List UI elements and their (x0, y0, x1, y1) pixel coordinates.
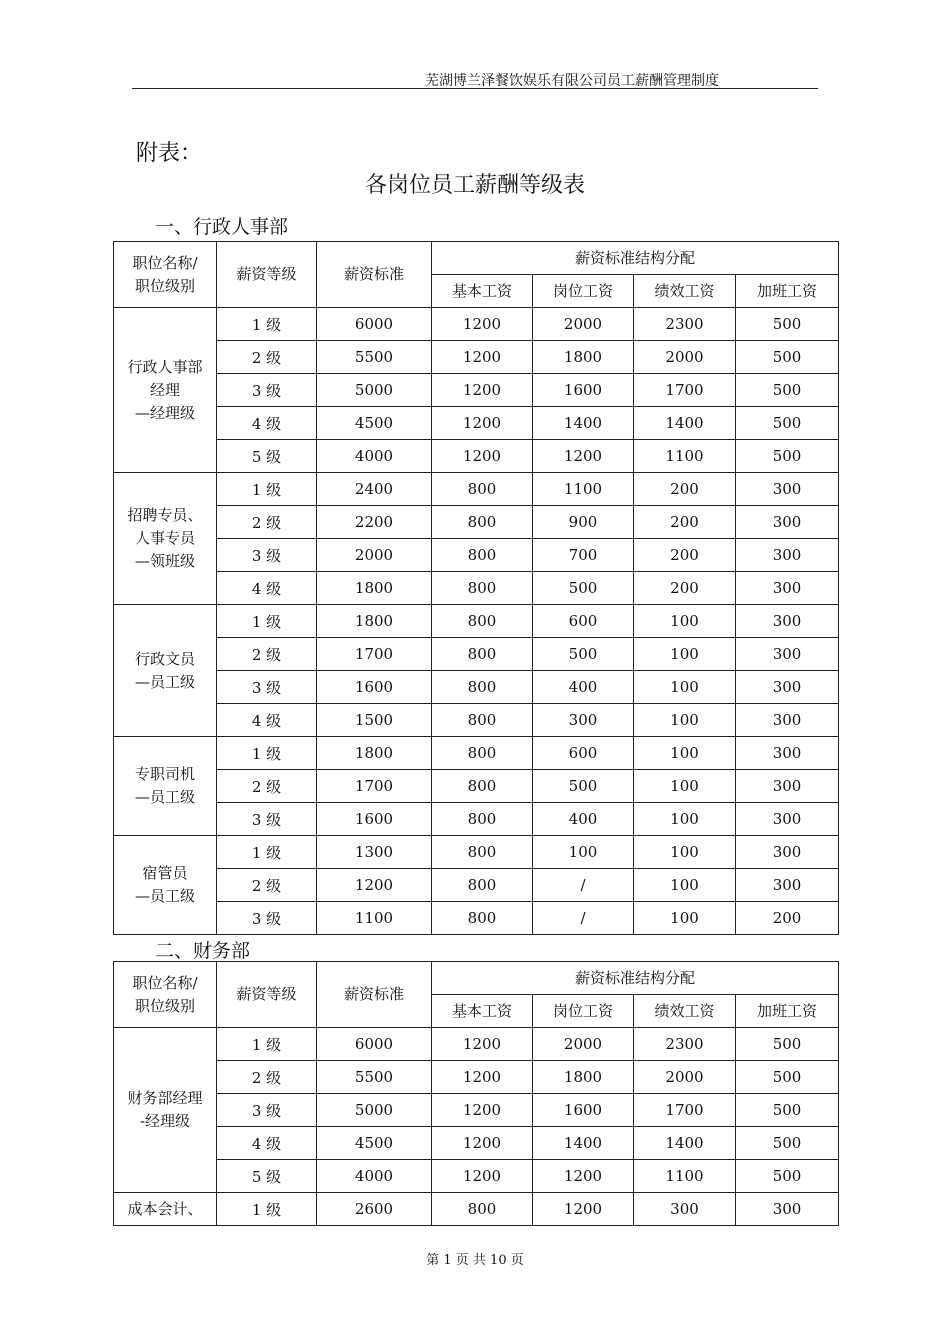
post-salary-cell: 1200 (533, 1160, 634, 1193)
performance-salary-cell: 2000 (634, 1061, 736, 1094)
performance-salary-cell: 2300 (634, 1028, 736, 1061)
position-cell (114, 308, 217, 473)
header-post: 岗位工资 (533, 995, 634, 1028)
header-standard: 薪资标准 (317, 962, 432, 1028)
position-cell (114, 1193, 217, 1226)
section-title-admin-hr: 一、行政人事部 (155, 216, 289, 238)
base-salary-cell: 800 (432, 605, 533, 638)
post-salary-cell: 1600 (533, 1094, 634, 1127)
position-cell (114, 473, 217, 605)
grade-cell: 3 级 (217, 803, 317, 836)
position-line: 专职司机 (134, 765, 195, 783)
base-salary-cell: 800 (432, 737, 533, 770)
table-row (114, 1160, 839, 1193)
post-salary-cell: 900 (533, 506, 634, 539)
base-salary-cell: 1200 (432, 407, 533, 440)
position-line: —员工级 (134, 788, 195, 806)
post-salary-cell: 400 (533, 671, 634, 704)
table-row (114, 770, 839, 803)
base-salary-cell: 800 (432, 836, 533, 869)
post-salary-cell: 1400 (533, 1127, 634, 1160)
table-row (114, 1094, 839, 1127)
position-line: 行政人事部 (127, 357, 203, 376)
base-salary-cell: 800 (432, 869, 533, 902)
overtime-salary-cell: 300 (736, 638, 839, 671)
position-cell (114, 737, 217, 836)
performance-salary-cell: 1100 (634, 1160, 736, 1193)
grade-cell: 2 级 (217, 638, 317, 671)
header-position (114, 242, 217, 308)
grade-cell: 1 级 (217, 737, 317, 770)
grade-cell: 5 级 (217, 1160, 317, 1193)
grade-cell: 2 级 (217, 341, 317, 374)
salary-table-admin-hr (113, 241, 839, 935)
page-footer: 第 1 页 共 10 页 (426, 1253, 524, 1268)
standard-cell: 5000 (317, 374, 432, 407)
overtime-salary-cell: 300 (736, 704, 839, 737)
grade-cell: 3 级 (217, 374, 317, 407)
performance-salary-cell: 300 (634, 1193, 736, 1226)
base-salary-cell: 800 (432, 704, 533, 737)
base-salary-cell: 1200 (432, 1028, 533, 1061)
standard-cell: 4000 (317, 440, 432, 473)
post-salary-cell: 1200 (533, 1193, 634, 1226)
post-salary-cell: 1400 (533, 407, 634, 440)
base-salary-cell: 800 (432, 1193, 533, 1226)
performance-salary-cell: 100 (634, 638, 736, 671)
table-row (114, 737, 839, 770)
performance-salary-cell: 1700 (634, 374, 736, 407)
overtime-salary-cell: 200 (736, 902, 839, 935)
base-salary-cell: 800 (432, 902, 533, 935)
header-standard: 薪资标准 (317, 242, 432, 308)
header-row (114, 242, 839, 275)
post-salary-cell: 2000 (533, 308, 634, 341)
overtime-salary-cell: 500 (736, 440, 839, 473)
position-line: —员工级 (134, 672, 195, 691)
performance-salary-cell: 100 (634, 836, 736, 869)
grade-cell: 1 级 (217, 836, 317, 869)
standard-cell: 5500 (317, 341, 432, 374)
overtime-salary-cell: 500 (736, 1061, 839, 1094)
grade-cell: 4 级 (217, 1127, 317, 1160)
standard-cell: 1800 (317, 605, 432, 638)
base-salary-cell: 800 (432, 506, 533, 539)
grade-cell: 4 级 (217, 407, 317, 440)
position-cell (114, 836, 217, 935)
table-row (114, 803, 839, 836)
grade-cell: 2 级 (217, 869, 317, 902)
table-row (114, 671, 839, 704)
performance-salary-cell: 100 (634, 605, 736, 638)
page-title: 各岗位员工薪酬等级表 (364, 173, 585, 198)
performance-salary-cell: 1700 (634, 1094, 736, 1127)
table-row (114, 1193, 839, 1226)
standard-cell: 1600 (317, 671, 432, 704)
overtime-salary-cell: 300 (736, 671, 839, 704)
base-salary-cell: 1200 (432, 341, 533, 374)
header-position-line: 职位名称/ (132, 973, 198, 992)
overtime-salary-cell: 300 (736, 473, 839, 506)
position-line: 成本会计、 (127, 1199, 203, 1218)
header-base: 基本工资 (432, 275, 533, 308)
header-performance: 绩效工资 (634, 275, 736, 308)
base-salary-cell: 800 (432, 572, 533, 605)
section-title-finance: 二、财务部 (155, 940, 251, 962)
standard-cell: 2600 (317, 1193, 432, 1226)
position-line: -经理级 (139, 1112, 191, 1130)
overtime-salary-cell: 500 (736, 374, 839, 407)
table-row (114, 704, 839, 737)
post-salary-cell: 1600 (533, 374, 634, 407)
position-line: —领班级 (134, 552, 195, 570)
performance-salary-cell: 200 (634, 539, 736, 572)
overtime-salary-cell: 300 (736, 605, 839, 638)
table-row (114, 1028, 839, 1061)
overtime-salary-cell: 300 (736, 737, 839, 770)
post-salary-cell: 1800 (533, 341, 634, 374)
performance-salary-cell: 200 (634, 506, 736, 539)
position-line: 财务部经理 (127, 1089, 203, 1107)
overtime-salary-cell: 500 (736, 1094, 839, 1127)
performance-salary-cell: 100 (634, 803, 736, 836)
position-line: 行政文员 (134, 649, 195, 668)
position-line: —经理级 (134, 403, 195, 422)
standard-cell: 1600 (317, 803, 432, 836)
header-position-line: 职位级别 (134, 276, 195, 295)
overtime-salary-cell: 300 (736, 572, 839, 605)
header-overtime: 加班工资 (736, 995, 839, 1028)
base-salary-cell: 800 (432, 539, 533, 572)
post-salary-cell: / (533, 869, 634, 902)
header-post: 岗位工资 (533, 275, 634, 308)
standard-cell: 4500 (317, 407, 432, 440)
overtime-salary-cell: 300 (736, 539, 839, 572)
grade-cell: 1 级 (217, 473, 317, 506)
table-row (114, 836, 839, 869)
header-structure: 薪资标准结构分配 (432, 242, 839, 275)
post-salary-cell: 500 (533, 770, 634, 803)
table-row (114, 902, 839, 935)
standard-cell: 4000 (317, 1160, 432, 1193)
overtime-salary-cell: 300 (736, 836, 839, 869)
standard-cell: 5000 (317, 1094, 432, 1127)
position-cell (114, 1028, 217, 1193)
performance-salary-cell: 100 (634, 770, 736, 803)
header-row (114, 962, 839, 995)
base-salary-cell: 1200 (432, 374, 533, 407)
post-salary-cell: 300 (533, 704, 634, 737)
appendix-label: 附表： (136, 141, 203, 166)
performance-salary-cell: 2300 (634, 308, 736, 341)
overtime-salary-cell: 300 (736, 770, 839, 803)
overtime-salary-cell: 300 (736, 506, 839, 539)
grade-cell: 3 级 (217, 539, 317, 572)
post-salary-cell: 1200 (533, 440, 634, 473)
table-row (114, 1061, 839, 1094)
position-line: 招聘专员、 (127, 506, 203, 524)
grade-cell: 1 级 (217, 1028, 317, 1061)
table-row (114, 869, 839, 902)
overtime-salary-cell: 300 (736, 869, 839, 902)
position-line: 经理 (149, 380, 180, 399)
table-row (114, 473, 839, 506)
position-line: 宿管员 (142, 864, 188, 882)
performance-salary-cell: 200 (634, 572, 736, 605)
standard-cell: 1700 (317, 770, 432, 803)
grade-cell: 2 级 (217, 506, 317, 539)
post-salary-cell: 500 (533, 572, 634, 605)
performance-salary-cell: 100 (634, 902, 736, 935)
table-row (114, 506, 839, 539)
grade-cell: 4 级 (217, 704, 317, 737)
post-salary-cell: 500 (533, 638, 634, 671)
standard-cell: 4500 (317, 1127, 432, 1160)
standard-cell: 1500 (317, 704, 432, 737)
performance-salary-cell: 100 (634, 704, 736, 737)
grade-cell: 2 级 (217, 770, 317, 803)
table-row (114, 539, 839, 572)
header-grade: 薪资等级 (217, 962, 317, 1028)
overtime-salary-cell: 500 (736, 407, 839, 440)
base-salary-cell: 800 (432, 770, 533, 803)
standard-cell: 1800 (317, 737, 432, 770)
header-performance: 绩效工资 (634, 995, 736, 1028)
post-salary-cell: 100 (533, 836, 634, 869)
header-overtime: 加班工资 (736, 275, 839, 308)
performance-salary-cell: 200 (634, 473, 736, 506)
standard-cell: 1100 (317, 902, 432, 935)
grade-cell: 2 级 (217, 1061, 317, 1094)
post-salary-cell: 600 (533, 737, 634, 770)
header-position (114, 962, 217, 1028)
header-position-line: 职位级别 (134, 996, 195, 1015)
base-salary-cell: 800 (432, 473, 533, 506)
position-line: 人事专员 (134, 529, 195, 547)
overtime-salary-cell: 300 (736, 803, 839, 836)
table-row (114, 605, 839, 638)
overtime-salary-cell: 500 (736, 308, 839, 341)
table-row (114, 638, 839, 671)
position-line: —员工级 (134, 887, 195, 905)
header-rule (132, 88, 818, 89)
table-row (114, 1127, 839, 1160)
grade-cell: 1 级 (217, 605, 317, 638)
base-salary-cell: 1200 (432, 1061, 533, 1094)
overtime-salary-cell: 300 (736, 1193, 839, 1226)
table-row (114, 572, 839, 605)
header-base: 基本工资 (432, 995, 533, 1028)
post-salary-cell: 1100 (533, 473, 634, 506)
post-salary-cell: / (533, 902, 634, 935)
standard-cell: 5500 (317, 1061, 432, 1094)
post-salary-cell: 400 (533, 803, 634, 836)
post-salary-cell: 700 (533, 539, 634, 572)
header-structure: 薪资标准结构分配 (432, 962, 839, 995)
base-salary-cell: 1200 (432, 1094, 533, 1127)
performance-salary-cell: 1400 (634, 1127, 736, 1160)
grade-cell: 1 级 (217, 308, 317, 341)
grade-cell: 3 级 (217, 671, 317, 704)
grade-cell: 1 级 (217, 1193, 317, 1226)
overtime-salary-cell: 500 (736, 1028, 839, 1061)
performance-salary-cell: 100 (634, 737, 736, 770)
base-salary-cell: 800 (432, 638, 533, 671)
standard-cell: 1800 (317, 572, 432, 605)
standard-cell: 1200 (317, 869, 432, 902)
table-row (114, 308, 839, 341)
table-row (114, 440, 839, 473)
performance-salary-cell: 100 (634, 869, 736, 902)
salary-table-finance (113, 961, 839, 1226)
standard-cell: 1700 (317, 638, 432, 671)
standard-cell: 2400 (317, 473, 432, 506)
header-grade: 薪资等级 (217, 242, 317, 308)
overtime-salary-cell: 500 (736, 1127, 839, 1160)
base-salary-cell: 1200 (432, 308, 533, 341)
document-header-title: 芜湖博兰泽餐饮娱乐有限公司员工薪酬管理制度 (425, 73, 719, 89)
standard-cell: 6000 (317, 1028, 432, 1061)
post-salary-cell: 1800 (533, 1061, 634, 1094)
position-cell (114, 605, 217, 737)
standard-cell: 2000 (317, 539, 432, 572)
performance-salary-cell: 100 (634, 671, 736, 704)
overtime-salary-cell: 500 (736, 1160, 839, 1193)
base-salary-cell: 1200 (432, 1160, 533, 1193)
overtime-salary-cell: 500 (736, 341, 839, 374)
performance-salary-cell: 1400 (634, 407, 736, 440)
base-salary-cell: 1200 (432, 1127, 533, 1160)
grade-cell: 3 级 (217, 902, 317, 935)
grade-cell: 3 级 (217, 1094, 317, 1127)
base-salary-cell: 1200 (432, 440, 533, 473)
standard-cell: 2200 (317, 506, 432, 539)
table-row (114, 407, 839, 440)
standard-cell: 1300 (317, 836, 432, 869)
performance-salary-cell: 1100 (634, 440, 736, 473)
standard-cell: 6000 (317, 308, 432, 341)
post-salary-cell: 600 (533, 605, 634, 638)
header-position-line: 职位名称/ (132, 253, 198, 272)
table-row (114, 374, 839, 407)
table-row (114, 341, 839, 374)
grade-cell: 4 级 (217, 572, 317, 605)
base-salary-cell: 800 (432, 803, 533, 836)
base-salary-cell: 800 (432, 671, 533, 704)
grade-cell: 5 级 (217, 440, 317, 473)
post-salary-cell: 2000 (533, 1028, 634, 1061)
performance-salary-cell: 2000 (634, 341, 736, 374)
